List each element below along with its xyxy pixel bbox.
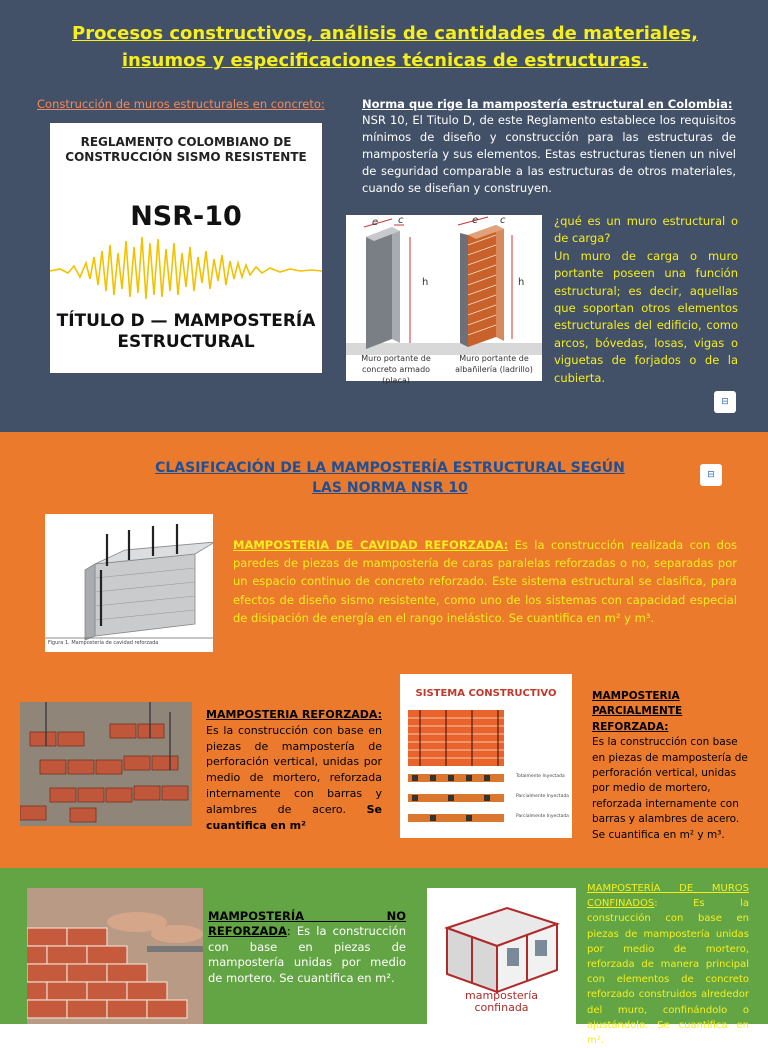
label-e-left: e	[372, 217, 379, 228]
label-c-right: c	[500, 215, 506, 226]
confined-description	[587, 881, 749, 1048]
reinforced-masonry-photo	[20, 702, 192, 826]
nsr-title-line1: TÍTULO D — MAMPOSTERÍA	[56, 311, 316, 331]
label-h-left: h	[422, 277, 429, 288]
unreinforced-masonry-photo	[27, 888, 203, 1024]
bricklaying-graphic	[27, 888, 203, 1024]
muro-answer: Un muro de carga o muro portante poseen una función estructural; es decir, aquellas que soportan otros elementos estructurales del edificio, como arcos, bóvedas, losas, vigas o viguetas de forjados o de la cubierta.	[554, 248, 738, 385]
label-h-right: h	[518, 277, 525, 288]
cavity-body: Es la construcción realizada con dos paredes de piezas de mampostería de caras paralelas reforzadas o no, separadas por un espacio continuo de concreto reforzado. Este sistema estructural se clasifica, para efectos de diseño sismo resistente, como uno de los sistemas con capacidad especial de disipación de energía en el rango inelástico. Se cuantifica en m² y m³.	[233, 538, 737, 625]
reinforced-tail: Se cuantifica en m²	[206, 802, 382, 832]
muro-estructural-text	[554, 213, 738, 387]
unreinforced-heading: MAMPOSTERÍA NO REFORZADA	[208, 909, 406, 939]
bearing-walls-image	[346, 215, 542, 385]
seismograph-graphic	[50, 233, 322, 303]
brick-blocks-graphic	[20, 702, 192, 826]
confined-heading: MAMPOSTERÍA DE MUROS CONFINADOS	[587, 883, 749, 910]
sistema-constructivo-image	[400, 674, 572, 838]
label-c-left: c	[398, 215, 404, 226]
page-title: Procesos constructivos, análisis de cantidades de materiales, insumos y especificaciones técnicas de estructuras.	[72, 23, 698, 71]
norma-heading: Norma que rige la mampostería estructural en Colombia:	[362, 97, 733, 111]
unreinforced-description	[208, 909, 406, 986]
caption-concrete-wall: Muro portante de concreto armado (placa)	[361, 354, 431, 385]
sistema-row2: Parcialmente Inyectada	[516, 794, 569, 799]
nsr-line2: CONSTRUCCIÓN SISMO RESISTENTE	[65, 150, 307, 164]
unreinforced-body: Es la construcción con base en piezas de mampostería unidas por medio de mortero. Se cuantifica en m².	[208, 924, 406, 985]
cavity-wall-drawing	[45, 514, 213, 652]
subtitle-muros-concreto: Construcción de muros estructurales en concreto:	[37, 97, 325, 111]
norma-paragraph: NSR 10, El Titulo D, de este Reglamento establece los requisitos mínimos de diseño y construcción para las estructuras de mampostería y sus elementos. Estas estructuras tienen un nivel de seguridad comparable a las estructuras de otros materiales, cuando se diseñan y construyen.	[362, 113, 736, 195]
sistema-title: SISTEMA CONSTRUCTIVO	[415, 688, 557, 699]
confined-masonry-image	[427, 888, 576, 1024]
partial-body: Es la construcción con base en piezas de mampostería de perforación vertical, unidas por medio de mortero, reforzada internamente con barras y alambres de acero. Se cuantifica en m² y m³.	[592, 736, 748, 841]
cavity-masonry-image	[45, 514, 213, 652]
partial-description	[592, 689, 748, 843]
expand-button-norma[interactable]: ⊟	[714, 391, 736, 413]
sistema-row3: Parcialmente Inyectada	[516, 814, 569, 819]
nsr-titulo-text	[50, 311, 322, 353]
caption-brick-wall: Muro portante de albañilería (ladrillo)	[455, 354, 533, 374]
confined-label-2: confinada	[474, 1001, 529, 1014]
cavity-heading: MAMPOSTERIA DE CAVIDAD REFORZADA:	[233, 538, 509, 552]
nsr-reglamento-text	[50, 135, 322, 165]
confined-body: : Es la construcción con base en piezas de mampostería unidas por medio de mortero, reforzada de manera principal con elementos de concreto reforzado construidos alrededor del muro, confinándolo o ajustándolo. Se cuantifica en m².	[587, 898, 749, 1047]
nsr-title-line2: ESTRUCTURAL	[117, 332, 255, 352]
partial-heading: MAMPOSTERIA PARCIALMENTE REFORZADA:	[592, 690, 683, 733]
muro-question: ¿qué es un muro estructural o de carga?	[554, 214, 738, 246]
clasificacion-heading: CLASIFICACIÓN DE LA MAMPOSTERÍA ESTRUCTURAL SEGÚN LAS NORMA NSR 10	[155, 460, 625, 496]
sistema-row1: Totalmente Inyectada	[516, 774, 565, 779]
nsr10-cover-image	[50, 123, 322, 373]
unreinforced-colon: :	[286, 924, 291, 939]
label-e-right: e	[472, 215, 479, 226]
cavity-description	[233, 536, 737, 627]
section-no-reforzada	[0, 868, 768, 1047]
expand-button-clasificacion[interactable]: ⊟	[700, 464, 722, 486]
confined-label-1: mampostería	[464, 989, 538, 1002]
confined-image-label	[427, 990, 576, 1014]
section-norma	[0, 0, 768, 432]
reinforced-description	[206, 707, 382, 833]
section-clasificacion	[0, 432, 768, 868]
reinforced-heading: MAMPOSTERIA REFORZADA:	[206, 708, 382, 721]
nsr-code: NSR-10	[130, 201, 242, 232]
reinforced-body: Es la construcción con base en piezas de mampostería de perforación vertical, unidas por medio de mortero, reforzada internamente con barras y alambres de acero.	[206, 723, 382, 816]
nsr-line1: REGLAMENTO COLOMBIANO DE	[80, 135, 292, 149]
cavity-figure-caption: Figura 1. Mampostería de cavidad reforzada	[48, 640, 159, 646]
